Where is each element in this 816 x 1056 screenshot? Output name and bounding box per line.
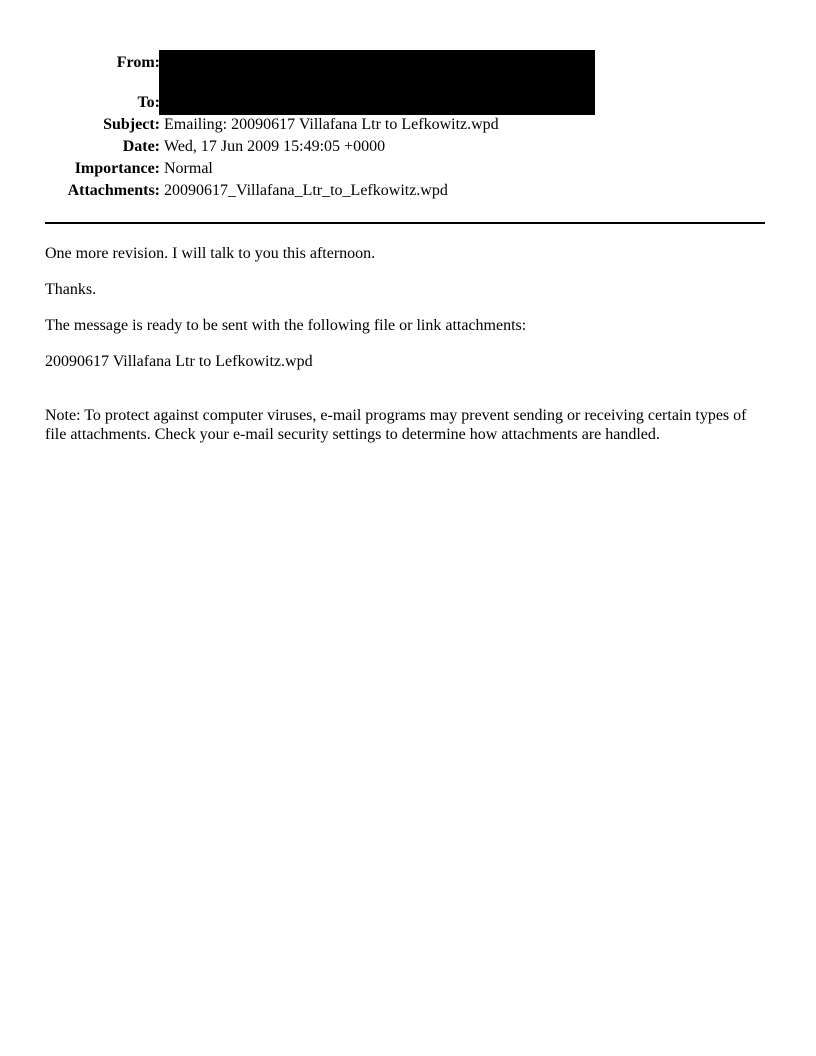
attachments-label: Attachments: — [67, 182, 160, 199]
to-label: To: — [137, 94, 160, 111]
importance-label: Importance: — [74, 160, 160, 177]
body-line-attachment-name: 20090617 Villafana Ltr to Lefkowitz.wpd — [45, 353, 313, 370]
from-row — [40, 53, 160, 73]
importance-row — [40, 159, 213, 179]
date-label: Date: — [122, 138, 160, 155]
importance-value: Normal — [164, 160, 213, 177]
header-divider — [45, 222, 765, 224]
body-line-revision: One more revision. I will talk to you this afternoon. — [45, 245, 376, 262]
subject-row — [40, 115, 499, 135]
body-line-thanks: Thanks. — [45, 281, 97, 298]
redaction-box — [159, 50, 595, 115]
subject-value: Emailing: 20090617 Villafana Ltr to Lefkowitz.wpd — [164, 116, 499, 133]
body-note: Note: To protect against computer viruses, e-mail programs may prevent sending or receiving certain types of file attachments. Check your e-mail security settings to determine how attachments are handled. — [45, 407, 747, 443]
to-row — [40, 93, 160, 113]
from-label: From: — [116, 54, 160, 71]
body-line-ready: The message is ready to be sent with the following file or link attachments: — [45, 317, 527, 334]
date-value: Wed, 17 Jun 2009 15:49:05 +0000 — [164, 138, 386, 155]
attachments-row — [40, 181, 448, 201]
attachments-value: 20090617_Villafana_Ltr_to_Lefkowitz.wpd — [164, 182, 448, 199]
subject-label: Subject: — [103, 116, 160, 133]
date-row — [40, 137, 385, 157]
